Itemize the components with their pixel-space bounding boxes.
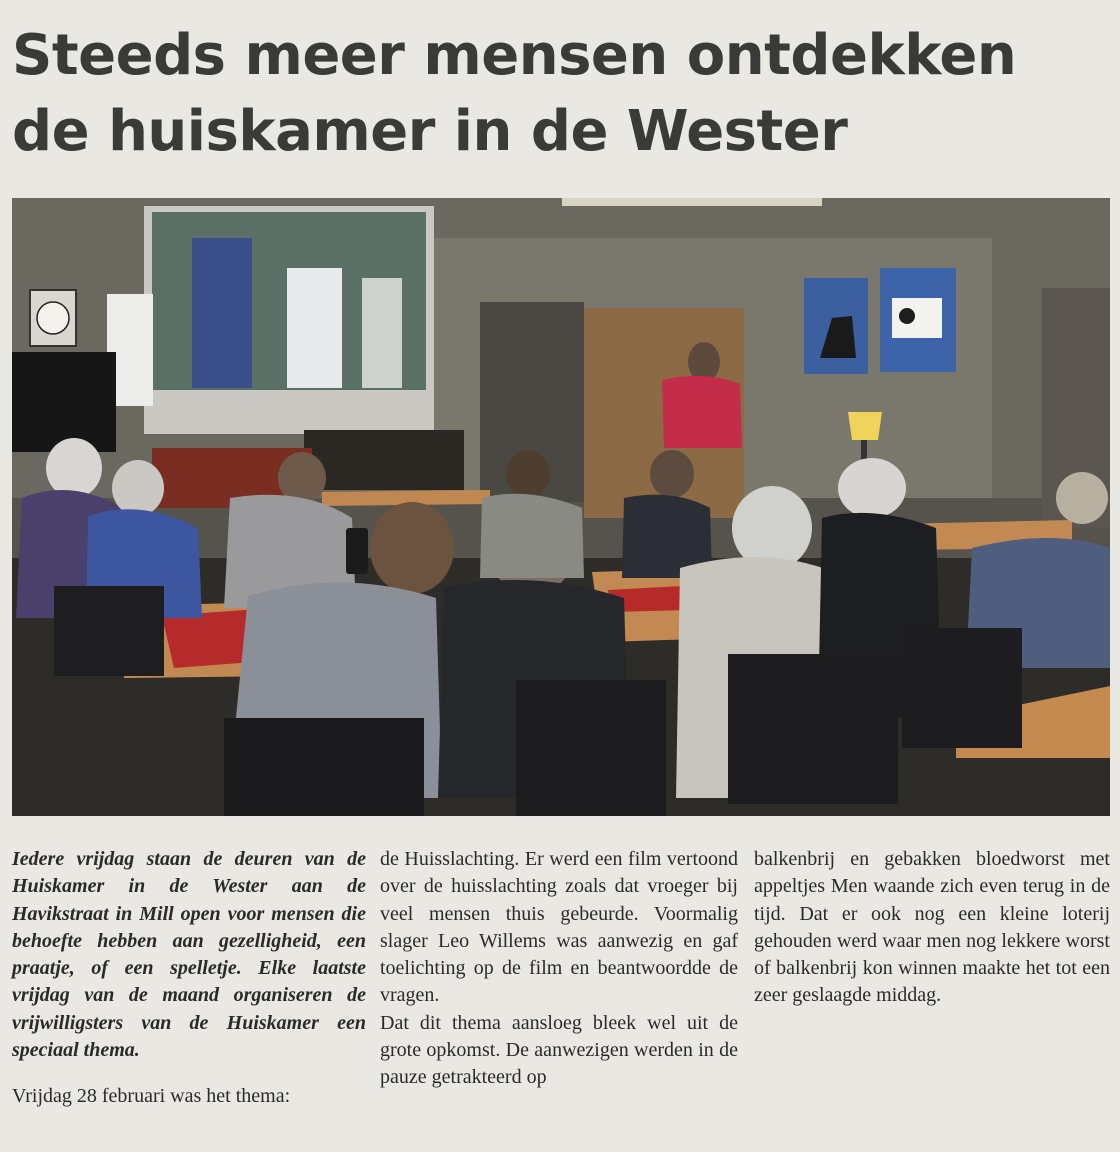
article-headline — [12, 18, 1102, 170]
column-3 — [754, 846, 1110, 1010]
photo-icon — [12, 198, 1110, 816]
headline-line-1: Steeds meer mensen ontdekken — [12, 23, 1017, 88]
column-1 — [12, 846, 366, 1111]
article-body — [12, 846, 1112, 1146]
headline-line-2: de huiskamer in de Wester — [12, 99, 848, 164]
column-3-paragraph-1: balkenbrij en gebakken bloedworst met appeltjes Men waande zich even terug in de tijd. Dat er ook nog een kleine loterij gehouden werd waar men nog lekkere worst of balkenbrij kon winnen maakte het tot een zeer geslaagde middag. — [754, 848, 1110, 1007]
column-2 — [380, 846, 738, 1092]
column-1-body: Vrijdag 28 februari was het thema: — [12, 1085, 291, 1108]
article-photo — [12, 198, 1110, 816]
column-2-paragraph-2: Dat dit thema aansloeg bleek wel uit de grote opkomst. De aanwezigen werden in de pauze getrakteerd op — [380, 1011, 738, 1089]
column-2-paragraph-1: de Huisslachting. Er werd een film vertoond over de huisslachting zoals dat vroeger bij veel mensen thuis gebeurde. Voormalig slager Leo Willems was aanwezig en gaf toelichting op de film en beantwoordde de vragen. — [380, 848, 738, 1007]
article-lead: Iedere vrijdag staan de deuren van de Huiskamer in de Wester aan de Havikstraat in Mill open voor mensen die behoefte hebben aan gezelligheid, een praatje, of een spelletje. Elke laatste vrijdag van de maand organiseren de vrijwilligsters van de Huiskamer een speciaal thema. — [12, 848, 366, 1062]
